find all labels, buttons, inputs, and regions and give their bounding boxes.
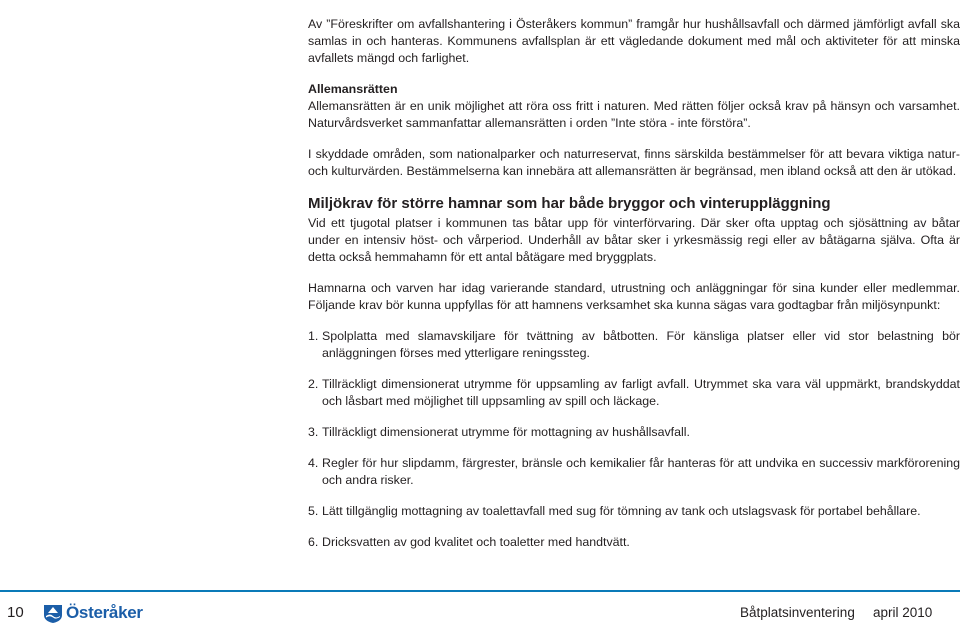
- logo-text: Österåker: [66, 603, 143, 622]
- list-item: [308, 328, 960, 362]
- logo-emblem-icon: [42, 602, 64, 624]
- section-paragraph-2: Hamnarna och varven har idag varierande standard, utrustning och anläggningar för sina kunder eller medlemmar. Följande krav bör kunna uppfyllas för att hamnens verksamhet ska kunna sägas vara godtagbar från miljösynpunkt:: [308, 281, 960, 312]
- list-item-number: 6.: [308, 535, 319, 549]
- list-item-number: 4.: [308, 456, 319, 470]
- list-item-number: 3.: [308, 425, 319, 439]
- list-item: [308, 424, 960, 441]
- list-item-text: Tillräckligt dimensionerat utrymme för uppsamling av farligt avfall. Utrymmet ska vara väl uppmärkt, brandskyddat och låsbart med möjlighet till uppsamling av spill och läckage.: [322, 377, 960, 408]
- list-item-text: Spolplatta med slamavskiljare för tvättning av båtbotten. För känsliga platser eller vid stor belastning bör anläggningen förses med ytterligare reningssteg.: [322, 329, 960, 360]
- list-item: [308, 376, 960, 410]
- list-item: [308, 534, 960, 551]
- protected-areas-paragraph: I skyddade områden, som nationalparker och naturreservat, finns särskilda bestämmelser för att bevara viktiga natur- och kulturvärden. Bestämmelserna kan innebära att allemansrätten är begränsad, men ibland också att den är utökad.: [308, 147, 960, 178]
- list-item-number: 5.: [308, 504, 319, 518]
- page-number: 10: [7, 604, 24, 621]
- list-item-number: 1.: [308, 329, 319, 343]
- intro-paragraph: Av ”Föreskrifter om avfallshantering i Österåkers kommun” framgår hur hushållsavfall och därmed jämförligt avfall ska samlas in och hanteras. Kommunens avfallsplan är ett vägledande dokument med mål och aktiviteter för att minska avfallets mängd och farlighet.: [308, 17, 960, 65]
- allemans-paragraph: Allemansrätten är en unik möjlighet att röra oss fritt i naturen. Med rätten följer också krav på hänsyn och varsamhet. Naturvårdsverket sammanfattar allemansrätten i orden ”Inte störa - inte förstöra”.: [308, 99, 960, 130]
- list-item-text: Dricksvatten av god kvalitet och toaletter med handtvätt.: [322, 535, 630, 549]
- requirements-list: [308, 328, 960, 551]
- list-item: [308, 503, 960, 520]
- footer-document-title: Båtplatsinventering: [740, 605, 855, 620]
- logo: [42, 602, 143, 624]
- list-item-text: Lätt tillgänglig mottagning av toalettavfall med sug för tömning av tank och utslagsvask för portabel behållare.: [322, 504, 921, 518]
- list-item-text: Regler för hur slipdamm, färgrester, bränsle och kemikalier får hanteras för att undvika en successiv markförorening och andra risker.: [322, 456, 960, 487]
- allemans-heading: Allemansrätten: [308, 82, 398, 96]
- section-heading: Miljökrav för större hamnar som har både bryggor och vinteruppläggning: [308, 195, 831, 212]
- section-paragraph-1: Vid ett tjugotal platser i kommunen tas båtar upp för vinterförvaring. Där sker ofta upptag och sjösättning av båtar under en intensiv höst- och vårperiod. Underhåll av båtar sker i yrkesmässig regi eller av båtägarna själva. Ofta är detta också hemmahamn för ett antal båtägare med bryggplats.: [308, 216, 960, 264]
- list-item-number: 2.: [308, 377, 319, 391]
- footer-date: april 2010: [873, 605, 933, 620]
- list-item: [308, 455, 960, 489]
- footer-divider: [0, 590, 960, 592]
- list-item-text: Tillräckligt dimensionerat utrymme för mottagning av hushållsavfall.: [322, 425, 690, 439]
- document-body: [308, 16, 960, 565]
